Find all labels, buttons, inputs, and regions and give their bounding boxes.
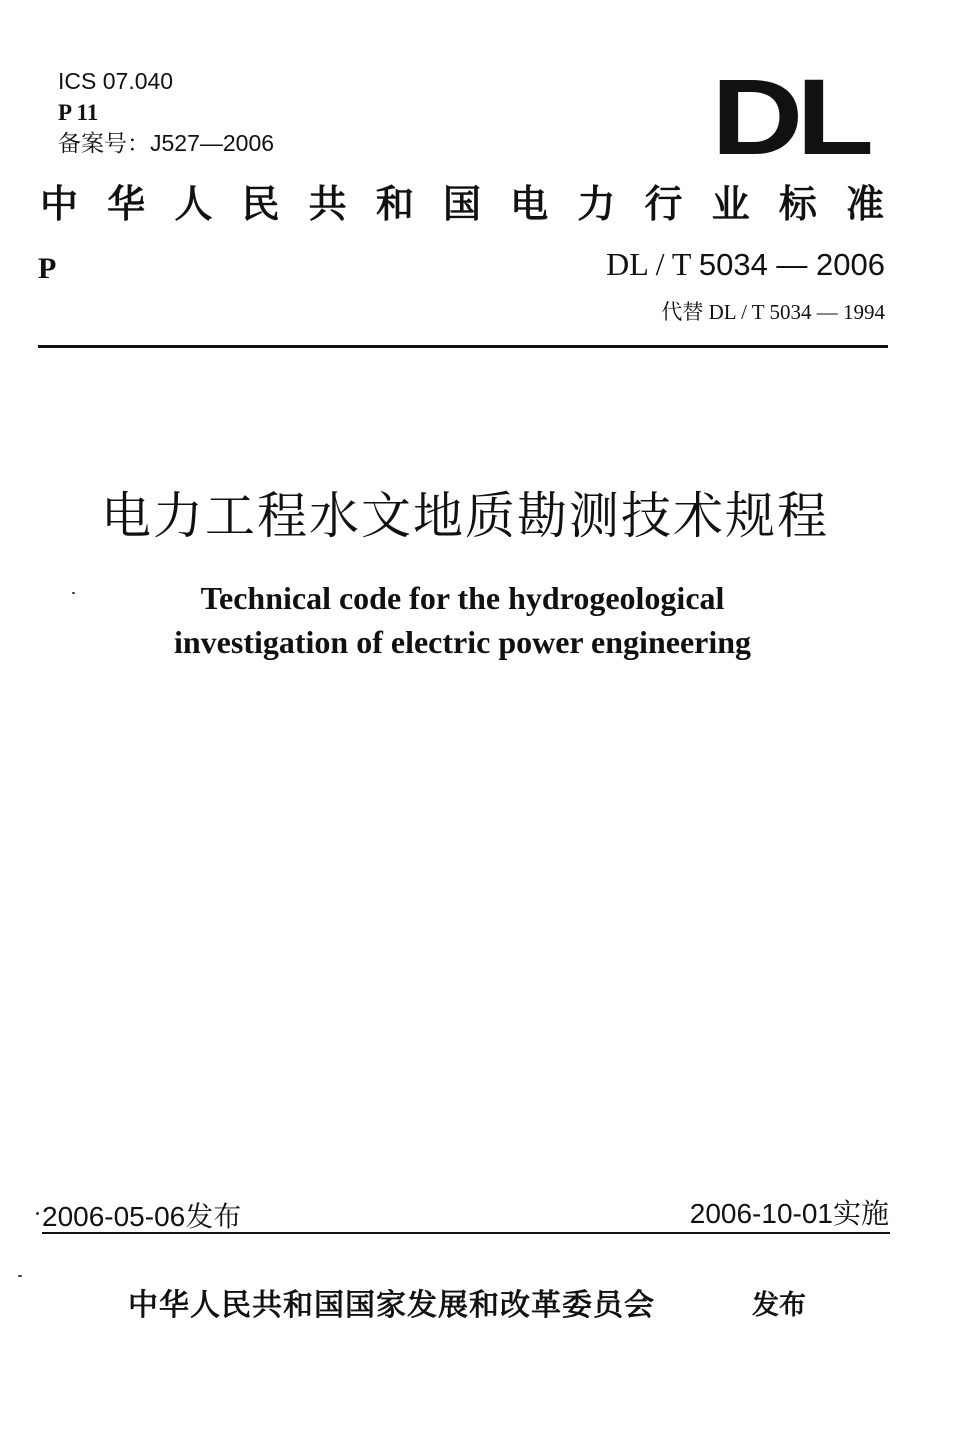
classification-letter: P [38, 252, 57, 285]
class-code: P 11 [58, 100, 99, 125]
bottom-divider [42, 1232, 890, 1234]
ics-code: ICS 07.040 [58, 68, 174, 94]
ics-block [58, 66, 274, 159]
implementation-date: 2006-10-01实施 [689, 1198, 889, 1229]
issue-date: 2006-05-06发布 [42, 1201, 242, 1232]
document-title-english-line2: investigation of electric power engineering [173, 624, 752, 660]
scan-speck [36, 1212, 39, 1215]
dl-logo: DL [711, 56, 867, 177]
top-divider [38, 345, 888, 348]
standard-prefix: DL / T [606, 246, 691, 282]
replaces-standard: 代替 DL / T 5034 — 1994 [661, 300, 885, 324]
document-title-english-line1: Technical code for the hydrogeological [200, 580, 725, 616]
document-title-chinese: 电力工程水文地质勘测技术规程 [101, 487, 829, 545]
issuing-authority: 中华人民共和国国家发展和改革委员会 [128, 1288, 655, 1323]
standard-number [606, 246, 885, 283]
standard-year-number: 5034 — 2006 [698, 247, 885, 282]
industry-standard-title: 中华人民共和国电力行业标准 [40, 181, 888, 226]
record-number: 备案号：J527—2006 [58, 130, 275, 156]
scan-speck [18, 1275, 22, 1277]
issue-verb: 发布 [752, 1290, 806, 1321]
scan-speck [72, 592, 75, 594]
